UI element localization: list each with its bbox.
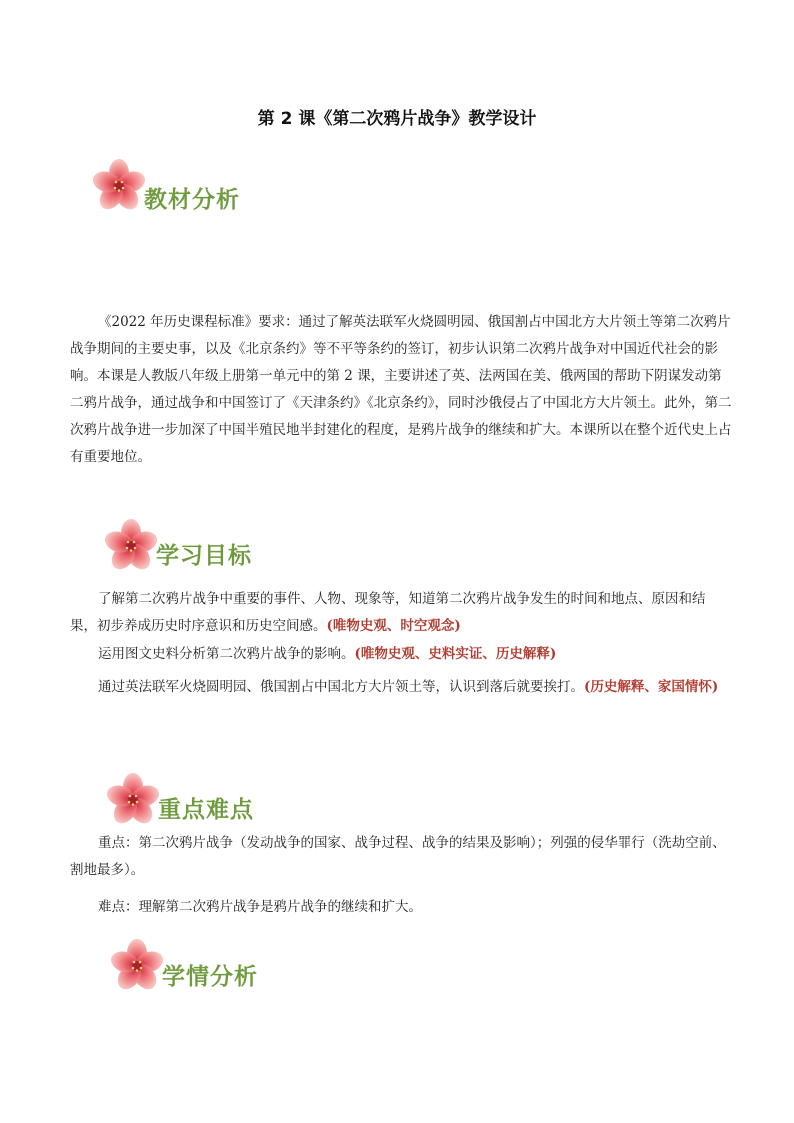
goal-tag: (唯物史观、史料实证、历史解释) [354,646,557,662]
difficult-points-paragraph [70,894,732,921]
goal-text: 通过英法联军火烧圆明园、俄国割占中国北方大片领土等，认识到落后就要挨打。 [98,679,584,695]
textbook-analysis-paragraph [70,309,732,471]
key-points-paragraph [70,830,732,884]
difficult-points-text: 难点：理解第二次鸦片战争是鸦片战争的继续和扩大。 [98,899,422,915]
goal-text: 运用图文史料分析第二次鸦片战争的影响。 [98,646,355,662]
flower-icon [86,154,152,218]
page-title: 第 2 课《第二次鸦片战争》教学设计 [257,109,537,129]
goal-tag: (历史解释、家国情怀) [584,679,719,695]
section-heading-keypoints [100,768,300,832]
section-heading-students [104,934,304,998]
goal-tag: (唯物史观、时空观念) [326,618,461,634]
section-heading-label: 教材分析 [144,187,240,213]
goal-item-2 [70,641,732,668]
section-heading-label: 学情分析 [162,964,258,990]
key-points-text: 重点：第二次鸦片战争（发动战争的国家、战争过程、战争的结果及影响）；列强的侵华罪行（洗劫空前、割地最多）。 [70,835,726,878]
goal-item-1 [70,586,732,640]
goal-item-3 [70,674,732,701]
section-heading-label: 重点难点 [158,797,254,823]
flower-icon [104,934,170,998]
flower-icon [98,514,164,578]
section-heading-goals [98,514,298,578]
textbook-analysis-text: 《2022 年历史课程标准》要求：通过了解英法联军火烧圆明园、俄国割占中国北方大片领土等第二次鸦片战争期间的主要史事，以及《北京条约》等不平等条约的签订，初步认识第二次鸦片战争对中国近代社会的影响。本课是人教版八年级上册第一单元中的第 2 课，主要讲述了英、法两国在美、俄两国的帮助下阴谋发动第二鸦片战争，通过战争和中国签订了《天津条约》《北京条约》，同时沙俄侵占了中国北方大片领土。此外，第二次鸦片战争进一步加深了中国半殖民地半封建化的程度，是鸦片战争的继续和扩大。本课所以在整个近代史上占有重要地位。 [70,314,732,465]
section-heading-label: 学习目标 [156,543,252,569]
flower-icon [100,768,166,832]
goal-text: 了解第二次鸦片战争中重要的事件、人物、现象等，知道第二次鸦片战争发生的时间和地点、原因和结果，初步养成历史时序意识和历史空间感。 [70,591,706,634]
section-heading-textbook [86,154,286,218]
